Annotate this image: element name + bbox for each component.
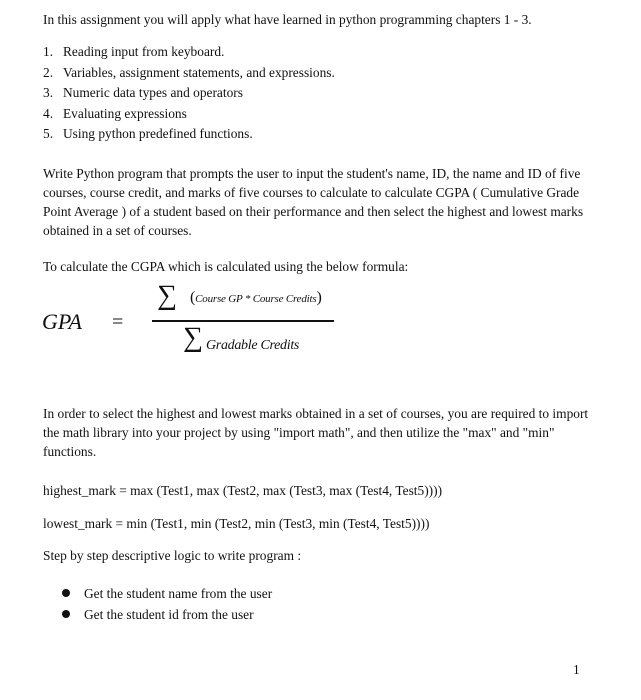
math-paragraph: In order to select the highest and lowest marks obtained in a set of courses, you are required to import the math library into your project by using "import math", and then utilize the "max" and "min" functions. [43,406,589,459]
page-number: 1 [573,662,580,677]
topics-list [43,42,335,145]
step-item [62,583,272,604]
topic-text: Using python predefined functions. [63,126,253,142]
formula-denominator: Gradable Credits [206,338,300,353]
topic-item [43,42,335,63]
topic-item [43,83,335,104]
gpa-formula [40,279,340,369]
topic-number: 1. [43,44,54,59]
topic-number: 4. [43,105,54,121]
sigma-denominator-icon: ∑ [183,322,203,353]
topic-number: 5. [43,126,54,142]
task-paragraph: Write Python program that prompts the user to input the student's name, ID, the name and ID of five courses, course credit, and marks of five courses to calculate to calculate CGPA ( Cumulative Grade Point Average ) of a student based on their performance and then select the highest and lowest marks obtained in a set of courses. [43,166,584,238]
step-item [62,604,272,625]
step-text: Get the student id from the user [84,607,254,622]
formula-numerator: (Course GP * Course Credits) [190,289,322,306]
formula-intro: To calculate the CGPA which is calculated using the below formula: [43,259,409,274]
topic-item [43,104,335,125]
sigma-numerator-icon: ∑ [157,280,177,311]
topic-item [43,124,335,145]
step-text: Get the student name from the user [84,586,273,601]
steps-heading: Step by step descriptive logic to write program : [43,548,302,563]
intro-text: In this assignment you will apply what have learned in python programming chapters 1 - 3. [43,12,532,27]
topic-text: Reading input from keyboard. [63,44,225,59]
topic-text: Variables, assignment statements, and expressions. [63,64,335,80]
steps-list [62,583,272,625]
formula-equals: = [112,311,124,333]
formula-lhs: GPA [42,309,82,334]
bullet-icon [62,589,70,597]
fraction-bar [152,320,334,322]
lowest-mark-code: lowest_mark = min (Test1, min (Test2, min (Test3, min (Test4, Test5)))) [43,516,430,531]
highest-mark-code: highest_mark = max (Test1, max (Test2, max (Test3, max (Test4, Test5)))) [43,483,443,498]
topic-text: Numeric data types and operators [63,85,243,101]
topic-number: 2. [43,64,54,80]
topic-number: 3. [43,85,54,101]
topic-item [43,63,335,84]
bullet-icon [62,610,70,618]
topic-text: Evaluating expressions [63,105,187,121]
